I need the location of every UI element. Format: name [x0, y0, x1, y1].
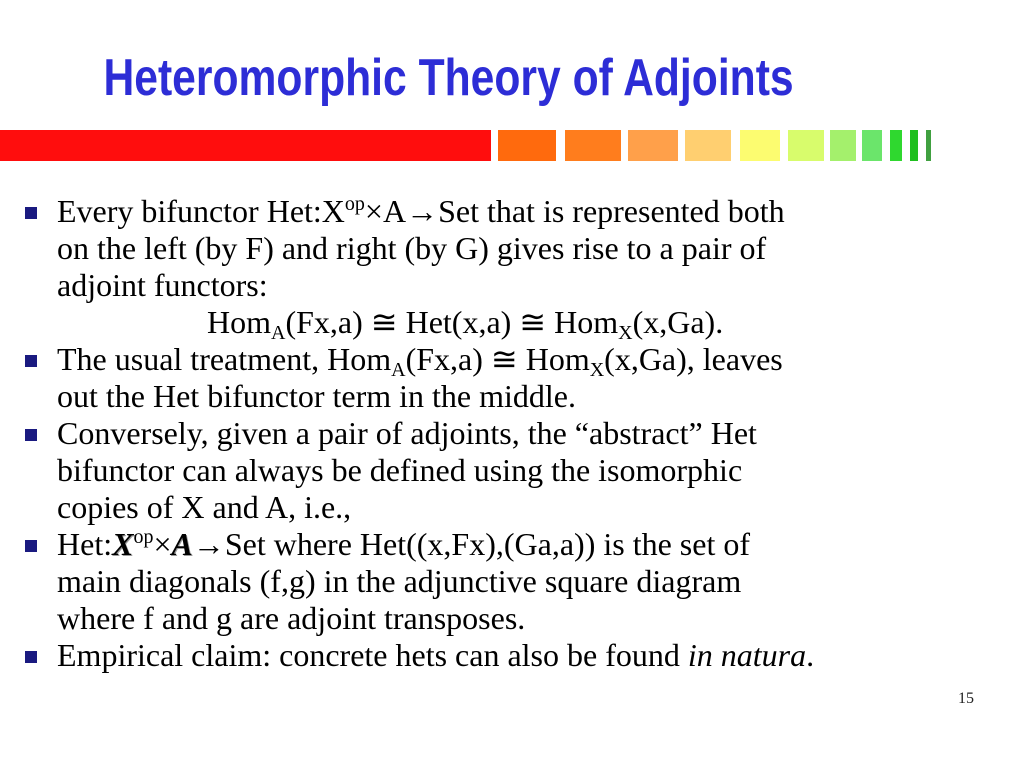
decor-square-10 [910, 130, 918, 161]
page-number: 15 [958, 690, 974, 707]
slide-title: Heteromorphic Theory of Adjoints [103, 49, 794, 107]
bullet-item-4: $Het:X^{op}\times A\to Set$ where Het((x,Fx),(Ga,a)) is the set of main diagonals (f,g) in the adjunctive square diagram where f and g are adjoint transposes. [25, 526, 985, 637]
bullet-square-icon [25, 355, 37, 367]
bullet-square-icon [25, 429, 37, 441]
adjunction-formula: Hom$_A$(Fx,a) ≅ Het(x,a) ≅ Hom$_X$(x,Ga). [207, 304, 724, 344]
bullet-item-5: Empirical claim: concrete hets can also be found in natura. [25, 637, 985, 674]
bullet-square-icon [25, 207, 37, 219]
bullet-square-icon [25, 540, 37, 552]
decor-square-11 [926, 130, 931, 161]
decor-square-9 [890, 130, 902, 161]
decor-square-7 [830, 130, 856, 161]
bullet-item-2: The usual treatment, Hom$_A$(Fx,a) ≅ Hom$_X$(x,Ga), leaves out the Het bifunctor term in the middle. [25, 341, 985, 415]
decor-square-1 [498, 130, 556, 161]
decor-square-8 [862, 130, 882, 161]
decor-square-5 [740, 130, 780, 161]
decor-square-2 [565, 130, 621, 161]
bullet-square-icon [25, 651, 37, 663]
decorative-red-bar [0, 130, 491, 161]
decor-square-4 [685, 130, 731, 161]
bullet-list [25, 193, 985, 674]
bullet-item-3: Conversely, given a pair of adjoints, the “abstract” Het bifunctor can always be defined using the isomorphic copies of X and A, i.e., [25, 415, 985, 526]
bullet-item-1: Every bifunctor $Het:X^{op}\times A\to Set$ that is represented both on the left (by F) and right (by G) gives rise to a pair of adjoint functors: Hom$_A$(Fx,a) ≅ Het(x,a) ≅ Hom$_X$(x,Ga). [25, 193, 985, 341]
decor-square-6 [788, 130, 824, 161]
decor-square-3 [628, 130, 678, 161]
